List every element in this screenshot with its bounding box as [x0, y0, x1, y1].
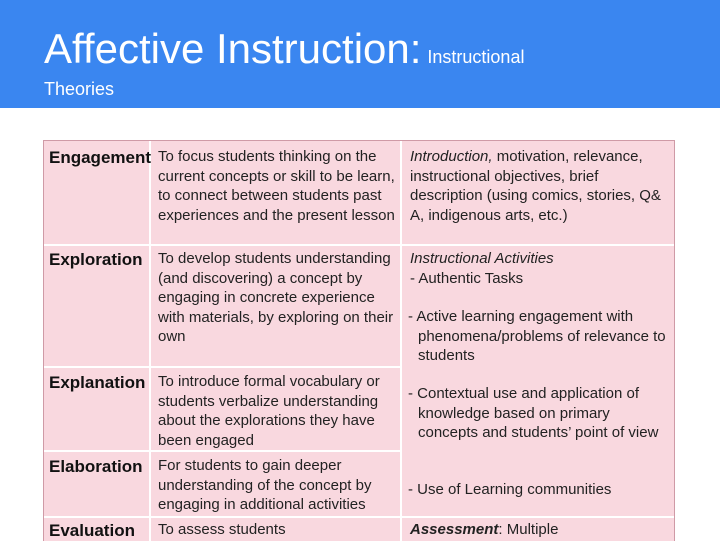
row-separator — [44, 450, 400, 452]
activity-item — [408, 384, 670, 443]
purpose-engagement: To focus students thinking on the current concepts or skill to be learn, to connect between students past experiences and the present lesson — [158, 148, 395, 224]
activity-item-text: - Active learning engagement with phenomena/problems of relevance to students — [408, 308, 666, 364]
activities-heading: Instructional Activities — [410, 250, 554, 267]
introduction-text: motivation, relevance, instructional objectives, brief description (using comics, stories, Q& A, indigenous arts, etc.) — [410, 148, 661, 224]
stage-exploration: Exploration — [49, 250, 143, 269]
purpose-explanation: To introduce formal vocabulary or students verbalize understanding about the explorations they have been engaged — [158, 373, 380, 449]
introduction-cell — [410, 147, 668, 225]
column-separator — [149, 141, 151, 541]
stage-engagement: Engagement — [49, 148, 152, 167]
assessment-cell — [410, 520, 668, 540]
activities-cell — [410, 249, 668, 288]
stage-elaboration: Elaboration — [49, 457, 143, 476]
stage-evaluation: Evaluation — [49, 521, 135, 540]
title-main: Affective Instruction: — [44, 25, 422, 72]
activity-item — [408, 480, 670, 500]
title-small: Instructional — [427, 47, 525, 67]
slide-subtitle: Theories — [44, 79, 115, 99]
purpose-exploration: To develop students understanding (and discovering) a concept by engaging in concrete experience with materials, by exploring on their own — [158, 250, 394, 345]
assessment-heading: Assessment — [410, 521, 499, 538]
slide-title — [44, 26, 524, 72]
assessment-text: : Multiple — [498, 521, 559, 538]
purpose-elaboration: For students to gain deeper understanding of the concept by engaging in additional activities — [158, 457, 372, 513]
stage-explanation: Explanation — [49, 373, 146, 392]
activity-item-text: - Use of Learning communities — [408, 481, 612, 498]
activity-item-text: - Contextual use and application of knowledge based on primary concepts and students’ point of view — [408, 385, 659, 441]
activity-item — [408, 307, 670, 366]
purpose-evaluation: To assess students — [158, 521, 286, 538]
column-separator — [400, 141, 402, 541]
row-separator — [44, 244, 400, 246]
instruction-table — [43, 140, 675, 541]
row-separator — [44, 516, 674, 518]
introduction-heading: Introduction, — [410, 148, 493, 165]
activity-item: - Authentic Tasks — [410, 269, 524, 287]
row-separator — [44, 366, 400, 368]
row-separator — [400, 244, 674, 246]
